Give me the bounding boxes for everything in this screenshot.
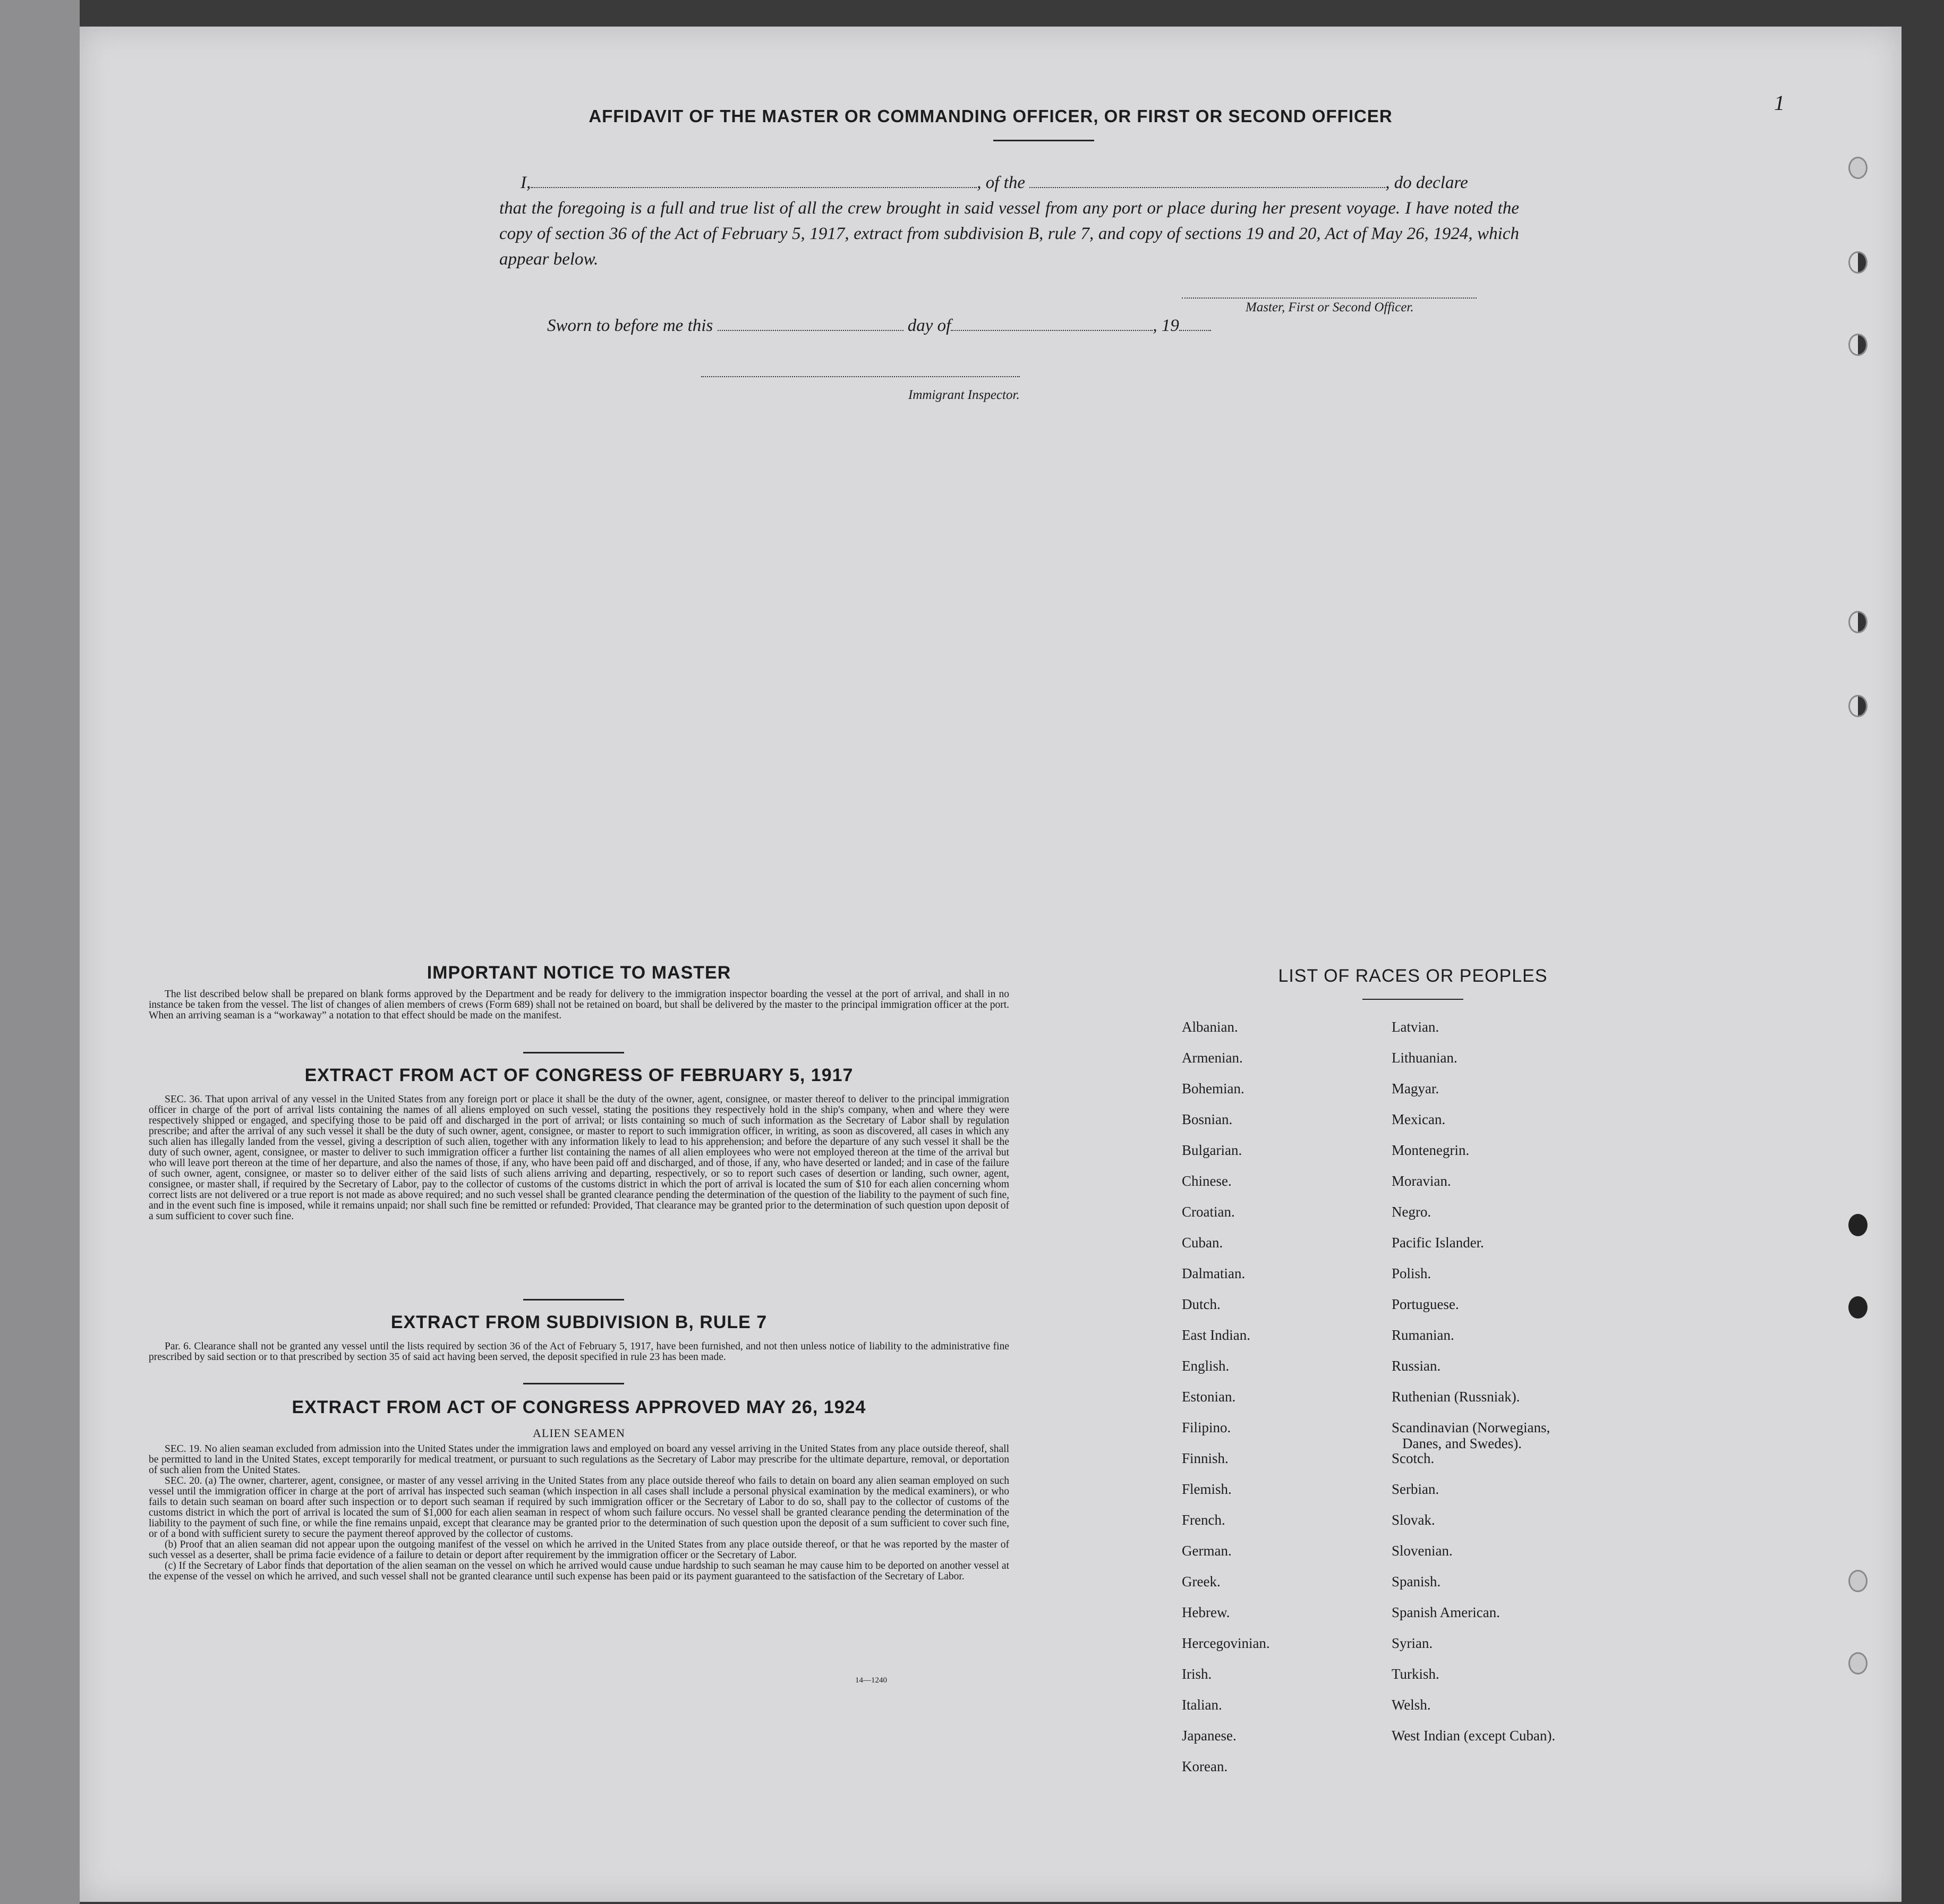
vessel-name-field[interactable]: [1029, 172, 1385, 188]
race-right-item: Portuguese.: [1392, 1296, 1459, 1312]
race-left-item: English.: [1182, 1358, 1230, 1374]
inspector-signature-line[interactable]: [701, 376, 1020, 377]
races-rule: [1362, 999, 1463, 1000]
declare-of-the: , of the: [977, 173, 1025, 192]
declare-i: I,: [521, 173, 531, 192]
race-left-item: German.: [1182, 1543, 1232, 1559]
race-right-item: Moravian.: [1392, 1173, 1451, 1189]
race-left-item: Hercegovinian.: [1182, 1635, 1270, 1651]
master-name-field[interactable]: [531, 172, 977, 188]
race-right-item: Negro.: [1392, 1204, 1431, 1220]
extract-rule7-rule: [523, 1383, 624, 1384]
affidavit-first-line: [499, 170, 1519, 196]
sworn-line: [547, 316, 1211, 336]
race-right-item: Slovenian.: [1392, 1543, 1453, 1559]
notice-body: [149, 989, 1009, 1021]
extract-1917-title: EXTRACT FROM ACT OF CONGRESS OF FEBRUARY 5, 1917: [304, 1065, 854, 1085]
extract-rule7-title: EXTRACT FROM SUBDIVISION B, RULE 7: [390, 1312, 768, 1332]
race-right-item: Spanish.: [1392, 1574, 1441, 1590]
race-right-item: Scotch.: [1392, 1450, 1435, 1466]
extract-1924-sec20b: (b) Proof that an alien seaman did not appear upon the outgoing manifest of the vessel on which he arrived in the United States from any place outside thereof, or that he was reported by the master of such vessel as a deserter, shall be prima facie evidence of a failure to detain or deport after requirement by the immigration officer or the Secretary of Labor.: [149, 1539, 1009, 1561]
race-right-item: Magyar.: [1392, 1081, 1439, 1096]
binding-hole: [1848, 695, 1868, 717]
binding-hole: [1848, 1652, 1868, 1674]
binding-hole: [1848, 611, 1868, 633]
race-right-item: Pacific Islander.: [1392, 1235, 1484, 1251]
master-signature-label: Master, First or Second Officer.: [1246, 300, 1414, 314]
race-right-item: Polish.: [1392, 1265, 1431, 1281]
race-left-item: Irish.: [1182, 1666, 1212, 1682]
form-number: 14—1240: [855, 1676, 887, 1685]
race-left-item: Chinese.: [1182, 1173, 1232, 1189]
race-right-item: Danes, and Swedes).: [1402, 1435, 1522, 1451]
extract-1917-text: SEC. 36. That upon arrival of any vessel in the United States from any foreign port or place it shall be the duty of the owner, agent, consignee, or master thereof to deliver to the principal immigration officer in charge of the port of arrival lists containing the names of all aliens employed on such vessel, stating the positions they respectively hold in the ship's company, when and where they were respectively shipped or engaged, and specifying those to be paid off and discharged in the port of arrival; or lists containing so much of such information as the Secretary of Labor shall by regulation prescribe; and after the arrival of any such vessel it shall be the duty of such owner, agent, consignee, or master to report to such immigration officer, in writing, as soon as discovered, all cases in which any such alien has illegally landed from the vessel, giving a description of such alien, together with any information likely to lead to his apprehension; and before the departure of any such vessel it shall be the duty of such owner, agent, consignee, or master to deliver to such immigration officer a further list containing the names of all alien employees who were not employed thereon at the time of the arrival but who will leave port thereon at the time of her departure, and also the names of those, if any, who have been paid off and discharged, and of those, if any, who have deserted or landed; and in case of the failure of such owner, agent, consignee, or master so to deliver either of the said lists of such aliens arriving and departing, respectively, or so to report such cases of desertion or landing, such owner, agent, consignee, or master shall, if required by the Secretary of Labor, pay to the collector of customs of the customs district in which the port of arrival is located the sum of $10 for each alien concerning whom correct lists are not delivered or a true report is not made as above required; and no such vessel shall be granted clearance pending the determination of the question of the liability to the payment of such fine, and in the event such fine is imposed, while it remains unpaid; nor shall such fine be remitted or refunded: Provided, That clearance may be granted prior to the determination of such question upon deposit of a sum sufficient to cover such fine.: [149, 1094, 1009, 1222]
race-left-item: Dalmatian.: [1182, 1265, 1246, 1281]
extract-1924-title: EXTRACT FROM ACT OF CONGRESS APPROVED MAY 26, 1924: [292, 1397, 866, 1417]
extract-1924-sec20c: (c) If the Secretary of Labor finds that deportation of the alien seaman on the vessel on which he arrived would cause undue hardship to such seaman he may cause him to be deported on another vessel at the expense of the vessel on which he arrived, and such vessel shall not be granted clearance until such expense has been paid or its payment guaranteed to the satisfaction of the Secretary of Labor.: [149, 1560, 1009, 1582]
binding-hole: [1848, 334, 1868, 356]
binding-hole: [1848, 1214, 1868, 1236]
master-signature-line[interactable]: [1182, 298, 1477, 299]
affidavit-title: AFFIDAVIT OF THE MASTER OR COMMANDING OFFICER, OR FIRST OR SECOND OFFICER: [589, 106, 1393, 126]
race-right-item: Latvian.: [1392, 1019, 1439, 1035]
extract-1924-body: [149, 1444, 1009, 1582]
extract-rule7-body: [149, 1341, 1009, 1363]
race-right-item: Lithuanian.: [1392, 1050, 1457, 1066]
binding-hole: [1848, 1570, 1868, 1592]
races-title: LIST OF RACES OR PEOPLES: [1278, 966, 1548, 986]
extract-1917-body: [149, 1094, 1009, 1222]
notice-title: IMPORTANT NOTICE TO MASTER: [427, 963, 731, 983]
title-rule: [993, 140, 1094, 141]
race-right-item: Turkish.: [1392, 1666, 1439, 1682]
race-left-item: Bulgarian.: [1182, 1142, 1242, 1158]
affidavit-body: that the foregoing is a full and true list of all the crew brought in said vessel from any port or place during her present voyage. I have noted the copy of section 36 of the Act of February 5, 1917, extract from subdivision B, rule 7, and copy of sections 19 and 20, Act of May 26, 1924, which appear below.: [499, 199, 1519, 269]
sworn-day-of: day of: [907, 316, 951, 335]
scan-edge-strip: [0, 0, 80, 1904]
race-left-item: Greek.: [1182, 1574, 1221, 1590]
extract-1924-subtitle: ALIEN SEAMEN: [533, 1426, 625, 1440]
binding-hole: [1848, 1296, 1868, 1319]
extract-rule7-text: Par. 6. Clearance shall not be granted any vessel until the lists required by section 36 of the Act of February 5, 1917, have been furnished, and not then unless notice of liability to the administrative fine prescribed by said section or to that prescribed by section 35 of said act having been served, the deposit specified in rule 23 has been made.: [149, 1341, 1009, 1363]
affidavit-declaration: [499, 170, 1519, 272]
race-left-item: Bosnian.: [1182, 1111, 1233, 1127]
race-right-item: Spanish American.: [1392, 1604, 1500, 1620]
race-right-item: Russian.: [1392, 1358, 1441, 1374]
race-right-item: Serbian.: [1392, 1481, 1439, 1497]
race-right-item: Montenegrin.: [1392, 1142, 1470, 1158]
inspector-label: Immigrant Inspector.: [908, 388, 1020, 402]
race-left-item: Estonian.: [1182, 1389, 1236, 1405]
race-left-item: Hebrew.: [1182, 1604, 1230, 1620]
race-left-item: Korean.: [1182, 1758, 1228, 1774]
extract-1924-sec19: SEC. 19. No alien seaman excluded from admission into the United States under the immigration laws and employed on board any vessel arriving in the United States from any place outside thereof, shall be permitted to land in the United States, except temporarily for medical treatment, or pursuant to such regulations as the Secretary of Labor may prescribe for the ultimate departure, removal, or deportation of such alien from the United States.: [149, 1443, 1009, 1476]
race-left-item: Armenian.: [1182, 1050, 1243, 1066]
race-left-item: East Indian.: [1182, 1327, 1250, 1343]
race-right-item: Scandinavian (Norwegians,: [1392, 1420, 1550, 1435]
binding-hole: [1848, 157, 1868, 179]
race-right-item: Welsh.: [1392, 1697, 1431, 1713]
sworn-month-field[interactable]: [951, 330, 1153, 331]
sworn-day-field[interactable]: [718, 330, 903, 331]
race-left-item: Albanian.: [1182, 1019, 1238, 1035]
race-left-item: Flemish.: [1182, 1481, 1232, 1497]
notice-text: The list described below shall be prepared on blank forms approved by the Department and be ready for delivery to the immigration inspector boarding the vessel at the port of arrival, and shall in no instance be taken from the vessel. The list of changes of alien members of crews (Form 689) shall not be retained on board, but shall be delivered by the master to the principal immigration officer at the port. When an arriving seaman is a “workaway” a notation to that effect should be made on the manifest.: [149, 989, 1009, 1021]
extract-1917-rule: [523, 1299, 624, 1300]
race-right-item: Ruthenian (Russniak).: [1392, 1389, 1520, 1405]
sworn-prefix: Sworn to before me this: [547, 316, 713, 335]
extract-1924-sec20a: SEC. 20. (a) The owner, charterer, agent, consignee, or master of any vessel arriving in the United States from any place outside thereof who fails to detain on board any alien seaman employed on such vessel until the immigration officer in charge at the port of arrival has inspected such seaman (which inspection in all cases shall include a personal physical examination by the medical examiners), or who fails to detain such seaman on board after such inspection or to deport such seaman if required by such immigration officer or the Secretary of Labor to do so, shall pay to the collector of customs of the customs district in which the port of arrival is located the sum of $1,000 for each alien seaman in respect of whom such failure occurs. No vessel shall be granted clearance pending the determination of the liability to the payment of such fine, or while the fine remains unpaid, except that clearance may be granted prior to the determination of such question upon the deposit of a sum sufficient to cover such fine, or of a bond with sufficient surety to secure the payment thereof approved by the collector of customs.: [149, 1475, 1009, 1540]
race-left-item: Filipino.: [1182, 1420, 1231, 1435]
declare-end: , do declare: [1385, 173, 1468, 192]
race-left-item: Dutch.: [1182, 1296, 1221, 1312]
race-right-item: Mexican.: [1392, 1111, 1446, 1127]
race-right-item: Syrian.: [1392, 1635, 1433, 1651]
race-left-item: Bohemian.: [1182, 1081, 1244, 1096]
document-sheet: [80, 27, 1902, 1902]
race-left-item: Finnish.: [1182, 1450, 1229, 1466]
binding-hole: [1848, 251, 1868, 274]
page-number: 1: [1774, 91, 1785, 115]
race-left-item: Croatian.: [1182, 1204, 1235, 1220]
notice-rule: [523, 1052, 624, 1053]
race-left-item: Italian.: [1182, 1697, 1222, 1713]
race-right-item: Rumanian.: [1392, 1327, 1454, 1343]
race-left-item: Cuban.: [1182, 1235, 1223, 1251]
race-left-item: Japanese.: [1182, 1728, 1237, 1744]
race-right-item: West Indian (except Cuban).: [1392, 1728, 1556, 1744]
sworn-year-field[interactable]: [1179, 330, 1211, 331]
sworn-year-prefix: , 19: [1153, 316, 1179, 335]
race-right-item: Slovak.: [1392, 1512, 1435, 1528]
race-left-item: French.: [1182, 1512, 1225, 1528]
